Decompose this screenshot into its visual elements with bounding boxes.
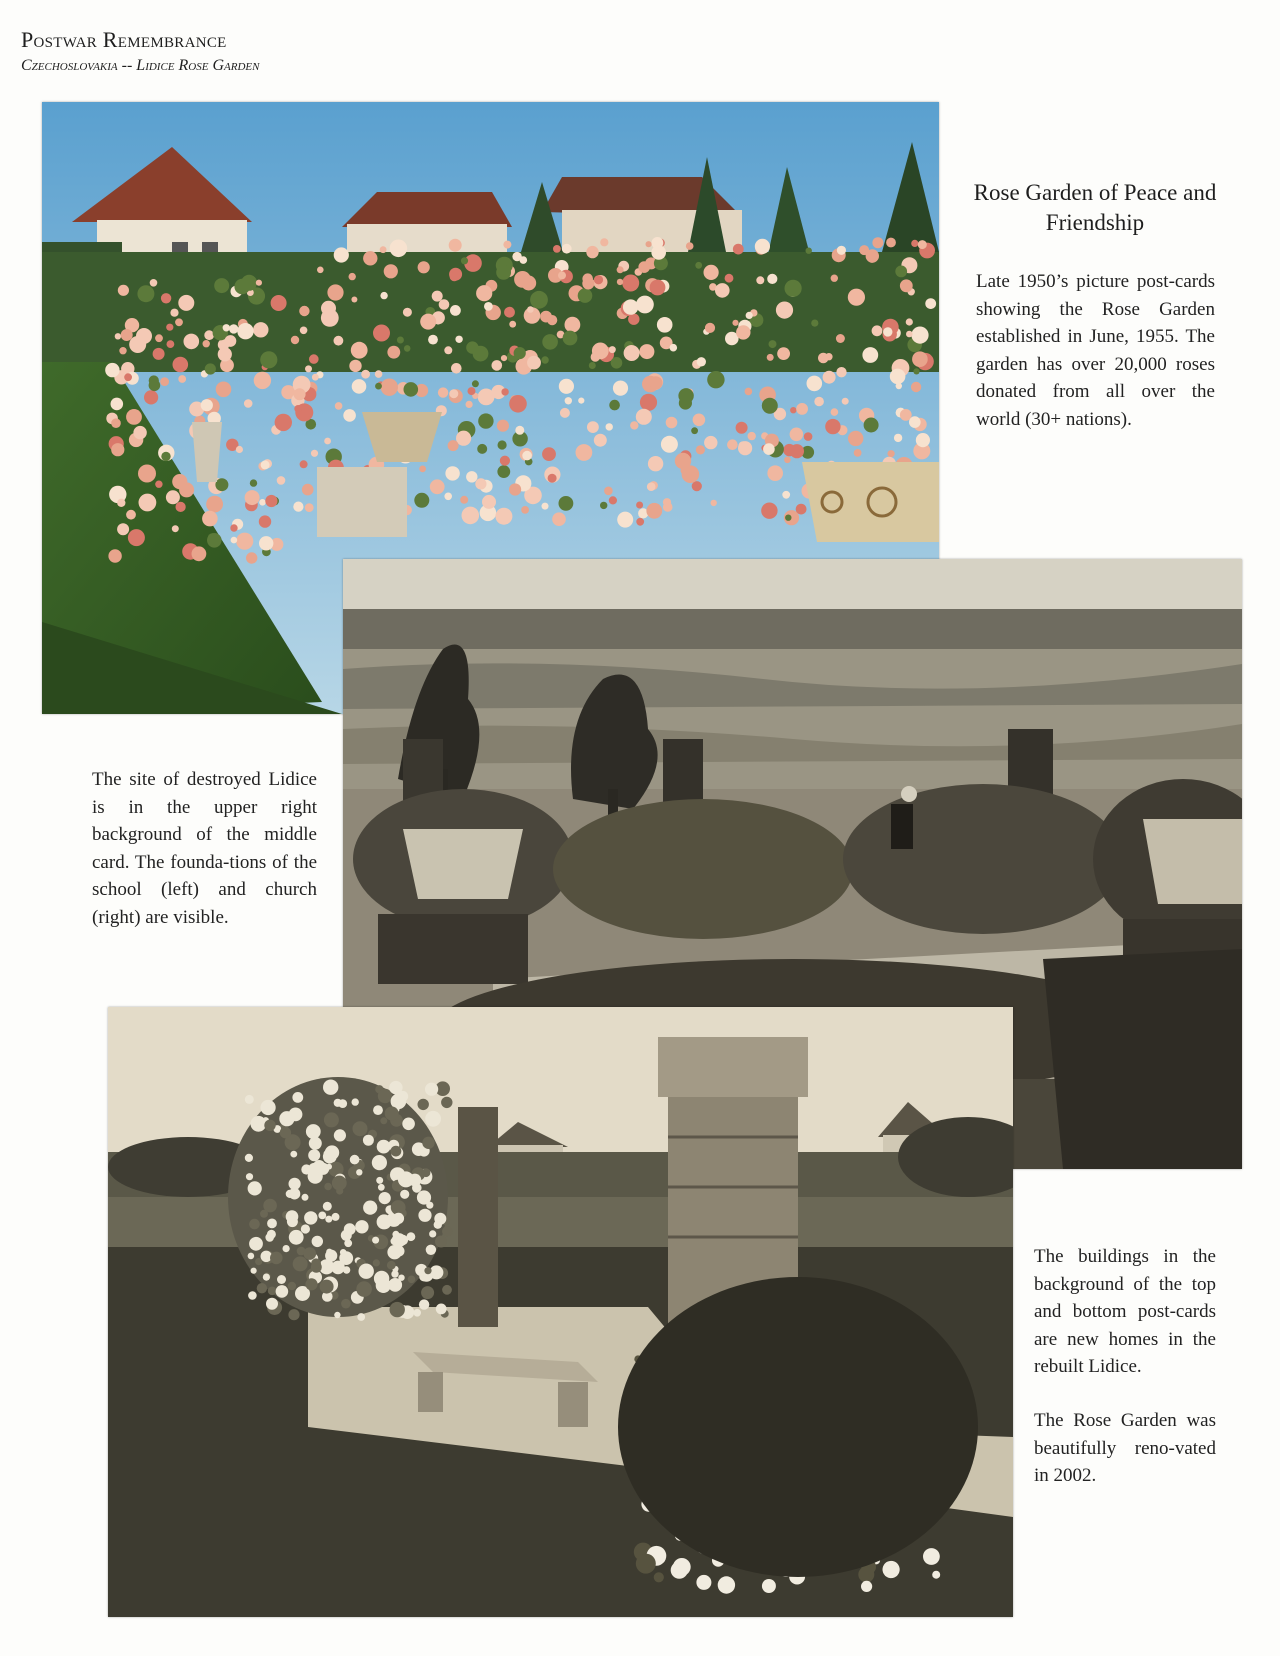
caption-lidice-site: The site of destroyed Lidice is in the upper right background of the middle card. The founda-tions of the school (left) and church (right) are visible. [92, 769, 317, 928]
postcard-bottom-photo [108, 1007, 1013, 1617]
caption-postcards-intro: Late 1950’s picture post-cards showing the Rose Garden established in June, 1955. The garden has over 20,000 roses donated from all over the world (30+ nations). [976, 271, 1215, 430]
page-title: Postwar Remembrance [21, 27, 227, 52]
page-subtitle: Czechoslovakia -- Lidice Rose Garden [21, 57, 260, 74]
caption-renovation: The Rose Garden was beautifully reno-vated in 2002. [1034, 1410, 1216, 1486]
caption-new-homes: The buildings in the background of the top and bottom post-cards are new homes in the rebuilt Lidice. [1034, 1246, 1216, 1377]
side-title: Rose Garden of Peace and Friendship [973, 180, 1217, 235]
